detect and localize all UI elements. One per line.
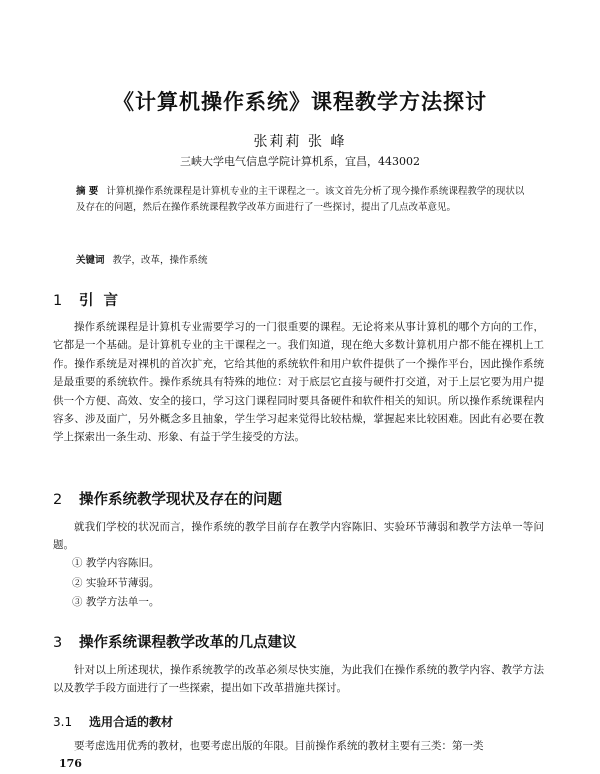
- section-title: 引言: [79, 293, 128, 309]
- subsection-paragraph: 要考虑选用优秀的教材，也要考虑出版的年限。目前操作系统的教材主要有三类：第一类: [74, 740, 484, 752]
- problem-list: [72, 554, 159, 613]
- section-3-paragraph: 针对以上所述现状，操作系统教学的改革必须尽快实施，为此我们在操作系统的教学内容、教学方法以及教学手段方面进行了一些探索，提出如下改革措施共探讨。: [53, 664, 544, 695]
- keywords: [76, 252, 528, 266]
- section-heading-3: [53, 631, 543, 652]
- section-title: 操作系统教学现状及存在的问题: [79, 492, 282, 508]
- subsection-number: 3.1: [53, 715, 73, 729]
- authors: 张莉莉 张 峰: [253, 134, 347, 150]
- list-item: ② 实验环节薄弱。: [72, 576, 160, 589]
- subsection-heading: [53, 713, 173, 730]
- keywords-label: 关键词: [76, 255, 105, 266]
- abstract: [76, 184, 528, 216]
- section-heading-1: [53, 289, 543, 310]
- abstract-text: 计算机操作系统课程是计算机专业的主干课程之一。该文首先分析了现今操作系统课程教学的现状以及存在的问题，然后在操作系统课程教学改革方面进行了一些探讨，提出了几点改革意见。: [76, 186, 525, 213]
- section-2-paragraph: 就我们学校的状况而言，操作系统的教学目前存在教学内容陈旧、实验环节薄弱和教学方法单一等问题。: [53, 521, 544, 552]
- abstract-label: 摘 要: [76, 186, 99, 197]
- subsection-title: 选用合适的教材: [89, 715, 174, 729]
- section-number: 1: [53, 293, 63, 309]
- section-number: 3: [53, 635, 63, 651]
- affiliation: 三峡大学电气信息学院计算机系，宜昌，443002: [180, 155, 420, 168]
- keywords-text: 教学，改革，操作系统: [112, 255, 208, 266]
- section-title: 操作系统课程教学改革的几点建议: [79, 635, 297, 651]
- paper-title: 《计算机操作系统》课程教学方法探讨: [113, 90, 487, 114]
- list-item: ③ 教学方法单一。: [72, 596, 160, 608]
- list-item: ① 教学内容陈旧。: [72, 557, 160, 569]
- section-1-paragraph: 操作系统课程是计算机专业需要学习的一门很重要的课程。无论将来从事计算机的哪个方向的工作，它都是一个基础。是计算机专业的主干课程之一。我们知道，现在绝大多数计算机用户都不能在裸机上工作。操作系统是对裸机的首次扩充，它给其他的系统软件和用户软件提供了一个操作平台，因此操作系统是最重要的系统软件。操作系统具有特殊的地位：对于底层它直接与硬件打交道，对于上层它要为用户提供一个方便、高效、安全的接口，学习这门课程同时要具备硬件和软件相关的知识。所以操作系统课程内容多、涉及面广，另外概念多且抽象，学生学习起来觉得比较枯燥，掌握起来比较困难。因此有必要在教学上探索出一条生动、形象、有益于学生接受的方法。: [53, 321, 544, 444]
- section-heading-2: [53, 488, 543, 509]
- page-number: 176: [59, 757, 82, 770]
- section-number: 2: [53, 492, 63, 508]
